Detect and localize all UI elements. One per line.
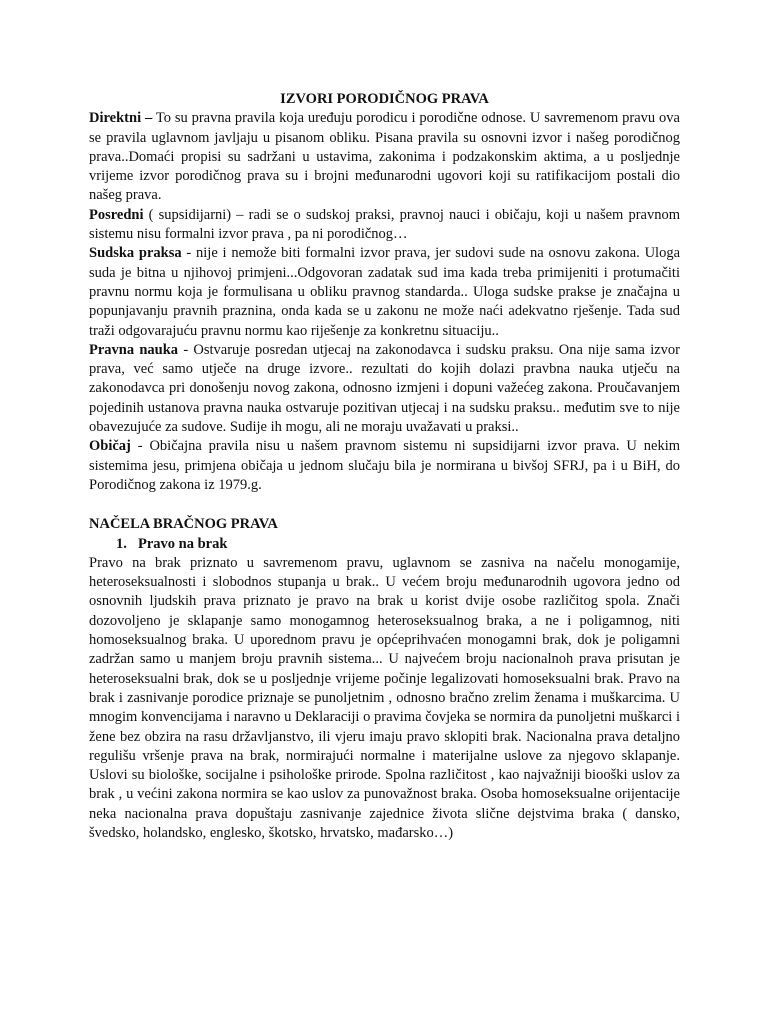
document-title: IZVORI PORODIČNOG PRAVA (280, 91, 489, 107)
term-direct: Direktni – (89, 110, 153, 127)
subsection-title: Pravo na brak (138, 535, 228, 552)
source-paragraph-legal-science (89, 341, 680, 437)
source-paragraph-case-law (89, 244, 680, 340)
subsection-number: 1. (116, 535, 127, 552)
term-legal-science: Pravna nauka (89, 341, 179, 358)
source-paragraph-indirect (89, 206, 680, 245)
term-indirect: Posredni (89, 206, 144, 223)
source-paragraph-custom (89, 437, 680, 495)
subsection-heading (116, 535, 680, 554)
text-direct: To su pravna pravila koja uređuju porodicu i porodične odnose. U savremenom pravu ova se pravila uglavnom javljaju u pisanom obliku. Pisana pravila su osnovni izvor i našeg porodičnog prava..Domaći propisi su sadržani u ustavima, zakonima i podzakonskim aktima, a u posljednje vrijeme izvor porodičnog prava su i brojni međunarodni ugovori koji su ratifikacijom postali dio našeg prava. (89, 110, 680, 204)
section-title: NAČELA BRAČNOG PRAVA (89, 516, 278, 533)
source-paragraph-direct (89, 109, 680, 205)
text-indirect: ( supsidijarni) – radi se o sudskoj praksi, pravnoj nauci i običaju, koji u našem pravnom sistemu nisu formalni izvor prava , pa ni porodičnog… (89, 206, 680, 243)
text-custom: - Običajna pravila nisu u našem pravnom sistemu ni supsidijarni izvor prava. U nekim sistemima jesu, primjena običaja u jednom slučaju bila je normirana u bivšoj SFRJ, pa i u BiH, do Porodičnog zakona iz 1979.g. (89, 438, 680, 493)
document-page (89, 90, 680, 843)
term-case-law: Sudska praksa (89, 245, 182, 262)
text-legal-science: - Ostvaruje posredan utjecaj na zakonodavca i sudsku praksu. Ona nije sama izvor prava, već samo utječe na druge izvore.. rezultati do kojih dolazi pravbna nauka utječu na zakonodavca pri donošenju novog zakona, odnosno izmjeni i dopuni važećeg zakona. Proučavanjem pojedinih ustanova pravna nauka ostvaruje pozitivan utjecaj i na sudsku praksu.. međutim sve to nije obavezujuće za sudove. Sudije ih mogu, ali ne moraju uvažavati u praksi.. (89, 341, 680, 436)
body-paragraph: Pravo na brak priznato u savremenom pravu, uglavnom se zasniva na načelu monogamije, heteroseksualnosti i slobodnos stupanja u brak.. U većem broju međunarodnih ugovora jedno od osnovnih ljudskih prava priznato je pravo na brak u korist dvije osobe različitog spola. Znači dozovoljeno je sklapanje samo monogamnog heteroseksualnog braka, a ne i poligamnog, niti homoseksualnog braka. U uporednom pravu je općeprihvaćen monogamni brak, dok je poligamni zadržan samo u manjem broju pravnih sistema... U najvećem broju nacionalnoh prava prisutan je heteroseksualni brak, dok se u posljednje vrijeme počinje legalizovati homoseksualni brak. Pravo na brak i zasnivanje porodice priznaje se punoljetnim , odnosno bračno zrelim ženama i muškarcima. U mnogim konvencijama i naravno u Deklaraciji o pravima čovjeka se normira da punoljetni muškarci i žene bez obzira na rasu državljanstvo, ili vjeru imaju pravo sklopiti brak. Nacionalna prava detaljno regulišu vršenje prava na brak, normirajući normalne i materijalne uslove za njegovo sklapanje. Uslovi su biološke, socijalne i psihološke prirode. Spolna različitost , kao najvažniji biooški uslov za brak , u većini zakona normira se kao uslov za punovažnost braka. Osoba homoseksualne orijentacije neka nacionalna prava dopuštaju zasnivanje zajednice života slične dejstvima braka ( dansko, švedsko, holandsko, englesko, škotsko, hrvatsko, mađarsko…) (89, 554, 680, 841)
text-case-law: - nije i nemože biti formalni izvor prava, jer sudovi sude na osnovu zakona. Uloga suda je bitna u njihovoj primjeni...Odgovoran zadatak sud ima kada treba primijeniti i protumačiti pravnu normu koja je formulisana u obliku pravnog standarda.. Uloga sudske prakse je značajna u popunjavanju pravnih praznina, onda kada se u zakonu ne može naći adekvatno rješenje. Tada sud traži odgovarajuću pravnu normu kao riješenje za konkretnu situaciju.. (89, 245, 681, 339)
term-custom: Običaj (89, 438, 131, 455)
